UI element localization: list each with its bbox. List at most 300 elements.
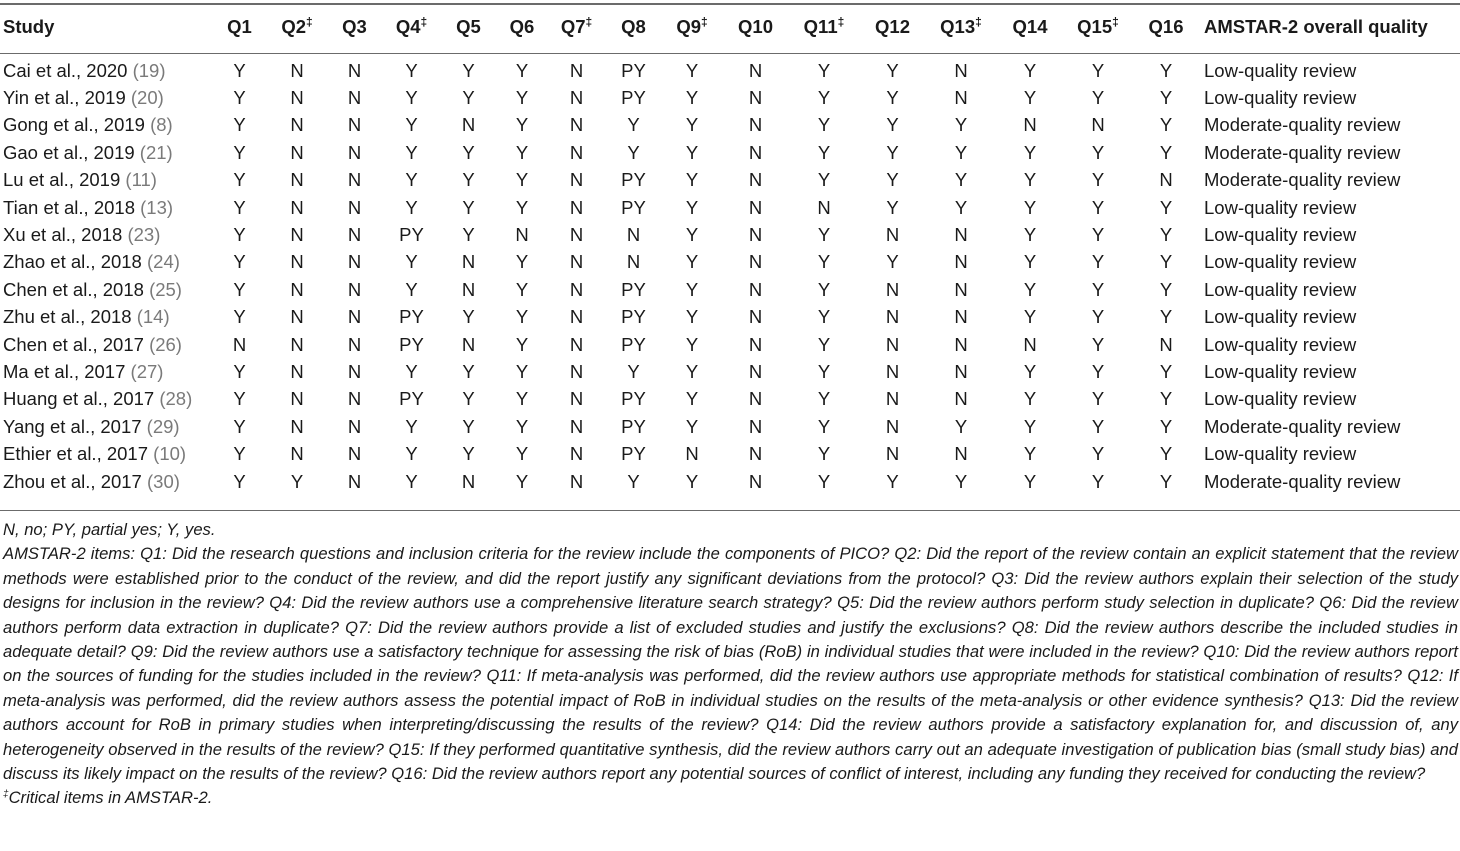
- reference-number: (29): [146, 415, 180, 437]
- answer-cell-q10: N: [748, 251, 763, 273]
- study-cell: [0, 468, 212, 495]
- answer-cell-q9: Y: [685, 306, 699, 328]
- answer-cell-q1: Y: [233, 169, 246, 191]
- table-row: [0, 468, 1460, 495]
- overall-quality-cell: Low-quality review: [1204, 306, 1357, 328]
- overall-quality-cell: Moderate-quality review: [1204, 415, 1401, 437]
- answer-cell-q11: Y: [817, 169, 831, 191]
- answer-cell-q5: Y: [462, 196, 475, 218]
- answer-cell-q13: Y: [954, 169, 968, 191]
- overall-quality-cell: Moderate-quality review: [1204, 169, 1401, 191]
- answer-cell-q6: Y: [515, 114, 529, 136]
- answer-cell-q10: N: [748, 388, 763, 410]
- answer-cell-q2: N: [290, 251, 304, 273]
- answer-cell-q14: Y: [1023, 169, 1037, 191]
- answer-cell-q4: Y: [405, 87, 418, 109]
- answer-cell-q13: N: [954, 443, 968, 465]
- answer-cell-q2: Y: [290, 470, 304, 492]
- answer-cell-q6: Y: [515, 196, 529, 218]
- answer-cell-q2: N: [290, 360, 304, 382]
- study-name: Ethier et al., 2017: [3, 443, 149, 465]
- answer-cell-q15: Y: [1091, 278, 1105, 300]
- reference-number: (23): [127, 224, 161, 246]
- answer-cell-q5: Y: [462, 141, 475, 163]
- column-header-label: Q7: [560, 16, 586, 37]
- table-top-rule: [0, 3, 1460, 5]
- answer-cell-q5: N: [461, 251, 476, 273]
- answer-cell-q1: Y: [233, 443, 246, 465]
- answer-cell-q13: Y: [954, 470, 968, 492]
- answer-cell-q14: N: [1023, 114, 1037, 136]
- column-header-q14: [996, 7, 1064, 47]
- table-row: [0, 413, 1460, 440]
- answer-cell-q11: Y: [817, 141, 831, 163]
- answer-cell-q4: Y: [405, 169, 418, 191]
- answer-cell-q13: N: [954, 87, 968, 109]
- table-row: [0, 331, 1460, 358]
- answer-cell-q1: N: [232, 333, 247, 355]
- answer-cell-q10: N: [748, 114, 763, 136]
- answer-cell-q4: Y: [405, 196, 418, 218]
- reference-number: (11): [125, 169, 157, 191]
- answer-cell-q15: Y: [1091, 443, 1105, 465]
- column-header-label: Q6: [509, 16, 535, 37]
- answer-cell-q4: PY: [399, 388, 424, 410]
- answer-cell-q14: Y: [1023, 87, 1037, 109]
- answer-cell-q8: PY: [621, 278, 646, 300]
- column-header-q11: [789, 7, 859, 47]
- table-row: [0, 221, 1460, 248]
- answer-cell-q12: Y: [886, 87, 899, 109]
- study-name: Yang et al., 2017: [3, 415, 142, 437]
- answer-cell-q16: Y: [1159, 470, 1173, 492]
- answer-cell-q16: N: [1159, 169, 1173, 191]
- answer-cell-q1: Y: [233, 251, 246, 273]
- column-header-q12: [859, 7, 926, 47]
- answer-cell-q8: PY: [621, 169, 646, 191]
- answer-cell-q5: Y: [462, 59, 475, 81]
- answer-cell-q8: Y: [627, 141, 640, 163]
- column-header-q8: [605, 7, 662, 47]
- study-cell: [0, 413, 212, 440]
- answer-cell-q10: N: [748, 278, 763, 300]
- answer-cell-q3: N: [347, 114, 362, 136]
- answer-cell-q3: N: [347, 278, 362, 300]
- answer-cell-q5: N: [461, 114, 476, 136]
- critical-items-text: Critical items in AMSTAR-2.: [8, 788, 213, 808]
- answer-cell-q5: Y: [462, 87, 475, 109]
- overall-quality-cell: Moderate-quality review: [1204, 114, 1401, 136]
- answer-cell-q7: N: [569, 251, 584, 273]
- study-cell: [0, 386, 212, 413]
- answer-cell-q8: Y: [627, 470, 640, 492]
- table-bottom-rule: [0, 510, 1460, 511]
- answer-cell-q13: N: [954, 388, 968, 410]
- column-header-label: Q5: [456, 16, 481, 37]
- answer-cell-q11: Y: [817, 278, 831, 300]
- answer-cell-q2: N: [290, 306, 304, 328]
- study-name: Chen et al., 2017: [3, 333, 144, 355]
- column-header-q16: [1132, 7, 1200, 47]
- answer-cell-q15: Y: [1091, 470, 1105, 492]
- answer-cell-q3: N: [347, 306, 362, 328]
- answer-cell-q8: Y: [627, 360, 640, 382]
- answer-cell-q9: Y: [685, 87, 699, 109]
- answer-cell-q15: Y: [1091, 196, 1105, 218]
- answer-cell-q16: Y: [1159, 306, 1173, 328]
- answer-cell-q10: N: [748, 333, 763, 355]
- overall-quality-cell: Low-quality review: [1204, 196, 1357, 218]
- study-cell: [0, 249, 212, 276]
- answer-cell-q4: Y: [405, 443, 418, 465]
- answer-cell-q9: Y: [685, 278, 699, 300]
- answer-cell-q4: Y: [405, 251, 418, 273]
- answer-cell-q2: N: [290, 443, 304, 465]
- study-name: Zhao et al., 2018: [3, 251, 142, 273]
- answer-cell-q15: Y: [1091, 333, 1105, 355]
- column-header-label: Study: [3, 16, 55, 37]
- answer-cell-q2: N: [290, 278, 304, 300]
- answer-cell-q4: Y: [405, 470, 418, 492]
- answer-cell-q14: Y: [1023, 251, 1037, 273]
- answer-cell-q12: N: [885, 224, 900, 246]
- answer-cell-q1: Y: [233, 306, 246, 328]
- answer-cell-q14: Y: [1023, 196, 1037, 218]
- column-header-label: Q10: [738, 16, 773, 37]
- overall-quality-cell: Low-quality review: [1204, 360, 1357, 382]
- answer-cell-q7: N: [569, 114, 584, 136]
- answer-cell-q6: Y: [515, 306, 529, 328]
- answer-cell-q8: PY: [621, 87, 646, 109]
- overall-quality-cell: Low-quality review: [1204, 278, 1357, 300]
- answer-cell-q9: Y: [685, 224, 699, 246]
- answer-cell-q9: Y: [685, 114, 699, 136]
- answer-cell-q7: N: [569, 224, 584, 246]
- answer-cell-q1: Y: [233, 224, 246, 246]
- column-header-label: Q9: [676, 16, 701, 37]
- answer-cell-q7: N: [569, 59, 584, 81]
- answer-cell-q16: Y: [1159, 196, 1173, 218]
- table-row: [0, 358, 1460, 385]
- answer-cell-q14: Y: [1023, 388, 1037, 410]
- answer-cell-q11: Y: [817, 224, 831, 246]
- answer-cell-q7: N: [569, 443, 584, 465]
- answer-cell-q7: N: [569, 87, 584, 109]
- study-cell: [0, 276, 212, 303]
- answer-cell-q5: Y: [462, 388, 475, 410]
- answer-cell-q5: Y: [462, 169, 475, 191]
- answer-cell-q8: N: [626, 251, 641, 273]
- answer-cell-q16: Y: [1159, 415, 1173, 437]
- answer-cell-q2: N: [290, 333, 304, 355]
- answer-cell-q15: N: [1091, 114, 1105, 136]
- study-name: Gao et al., 2019: [3, 141, 135, 163]
- answer-cell-q13: Y: [954, 415, 968, 437]
- answer-cell-q9: Y: [685, 59, 699, 81]
- table-footnotes: [3, 518, 1458, 811]
- study-cell: [0, 358, 212, 385]
- answer-cell-q8: PY: [621, 415, 646, 437]
- reference-number: (14): [136, 306, 170, 328]
- answer-cell-q2: N: [290, 196, 304, 218]
- study-cell: [0, 304, 212, 331]
- column-header-label: Q8: [621, 16, 646, 37]
- critical-item-marker: ‡: [837, 15, 845, 29]
- answer-cell-q16: N: [1159, 333, 1173, 355]
- answer-cell-q5: N: [461, 333, 476, 355]
- answer-cell-q10: N: [748, 224, 763, 246]
- answer-cell-q16: Y: [1159, 141, 1173, 163]
- overall-quality-cell: Moderate-quality review: [1204, 141, 1401, 163]
- answer-cell-q9: Y: [685, 415, 699, 437]
- column-header-q2: [267, 7, 327, 47]
- column-header-label: Q12: [875, 16, 910, 37]
- overall-quality-cell: Low-quality review: [1204, 333, 1357, 355]
- study-cell: [0, 331, 212, 358]
- column-header-label: Q2: [281, 16, 306, 37]
- answer-cell-q5: Y: [462, 360, 475, 382]
- column-header-label: Q3: [342, 16, 367, 37]
- column-header-label: Q16: [1148, 16, 1184, 37]
- answer-cell-q4: Y: [405, 59, 418, 81]
- reference-number: (25): [149, 278, 182, 300]
- reference-number: (19): [132, 59, 166, 81]
- answer-cell-q2: N: [290, 114, 304, 136]
- overall-quality-cell: Moderate-quality review: [1204, 470, 1401, 492]
- answer-cell-q14: Y: [1023, 415, 1037, 437]
- critical-item-marker: ‡: [975, 15, 982, 29]
- answer-cell-q7: N: [569, 333, 584, 355]
- answer-cell-q10: N: [748, 169, 763, 191]
- critical-item-marker: ‡: [306, 15, 313, 29]
- answer-cell-q12: Y: [886, 251, 899, 273]
- answer-cell-q12: Y: [886, 59, 899, 81]
- answer-cell-q12: N: [885, 415, 900, 437]
- answer-cell-q7: N: [569, 196, 584, 218]
- column-header-label: Q4: [395, 16, 421, 37]
- answer-cell-q14: Y: [1023, 306, 1037, 328]
- table-row: [0, 249, 1460, 276]
- answer-cell-q15: Y: [1091, 306, 1105, 328]
- answer-cell-q12: Y: [886, 169, 899, 191]
- answer-cell-q11: Y: [817, 306, 831, 328]
- study-name: Huang et al., 2017: [3, 388, 155, 410]
- answer-cell-q3: N: [347, 470, 362, 492]
- answer-cell-q11: N: [817, 196, 831, 218]
- reference-number: (30): [147, 470, 180, 492]
- answer-cell-q6: Y: [515, 443, 529, 465]
- column-header-label: Q15: [1077, 16, 1113, 37]
- table-body: [0, 47, 1460, 495]
- column-header-study: [0, 7, 212, 47]
- answer-cell-q4: PY: [399, 306, 424, 328]
- answer-cell-q7: N: [569, 470, 584, 492]
- answer-cell-q12: N: [885, 388, 900, 410]
- answer-cell-q6: Y: [515, 360, 529, 382]
- table-row: [0, 440, 1460, 467]
- answer-cell-q13: N: [954, 333, 968, 355]
- reference-number: (27): [130, 360, 164, 382]
- answer-cell-q14: Y: [1023, 224, 1037, 246]
- answer-cell-q6: N: [515, 224, 529, 246]
- overall-quality-cell: Low-quality review: [1204, 59, 1357, 81]
- answer-cell-q15: Y: [1091, 360, 1105, 382]
- study-cell: [0, 440, 212, 467]
- answer-cell-q11: Y: [817, 333, 831, 355]
- answer-cell-q1: Y: [233, 196, 246, 218]
- study-name: Gong et al., 2019: [3, 114, 145, 136]
- answer-cell-q14: Y: [1023, 141, 1037, 163]
- column-header-label: Q1: [227, 16, 252, 37]
- answer-cell-q3: N: [347, 141, 362, 163]
- answer-cell-q15: Y: [1091, 141, 1105, 163]
- answer-cell-q11: Y: [817, 87, 831, 109]
- overall-quality-cell: Low-quality review: [1204, 251, 1357, 273]
- answer-cell-q12: Y: [886, 141, 899, 163]
- column-header-overall-quality: [1200, 7, 1460, 47]
- answer-cell-q5: N: [461, 278, 476, 300]
- amstar-items-note: AMSTAR-2 items: Q1: Did the research questions and inclusion criteria for the review include the components of PICO? Q2: Did the report of the review contain an explicit statement that the review methods were established prior to the conduct of the review, and did the report justify any significant deviations from the protocol? Q3: Did the review authors explain their selection of the study designs for inclusion in the review? Q4: Did the review authors use a comprehensive literature search strategy? Q5: Did the review authors perform study selection in duplicate? Q6: Did the review authors perform data extraction in duplicate? Q7: Did the review authors provide a list of excluded studies and justify the exclusions? Q8: Did the review authors describe the included studies in adequate detail? Q9: Did the review authors use a satisfactory technique for assessing the risk of bias (RoB) in individual studies that were included in the review? Q10: Did the review authors report on the sources of funding for the studies included in the review? Q11: If meta-analysis was performed, did the review authors use appropriate methods for statistical combination of results? Q12: If meta-analysis was performed, did the review authors assess the potential impact of RoB in individual studies on the results of the meta-analysis or other evidence synthesis? Q13: Did the review authors account for RoB in primary studies when interpreting/discussing the results of the review? Q14: Did the review authors provide a satisfactory explanation for, and discussion of, any heterogeneity observed in the results of the review? Q15: If they performed quantitative synthesis, did the review authors carry out an adequate investigation of publication bias (small study bias) and discuss its likely impact on the results of the review? Q16: Did the review authors report any potential sources of conflict of interest, including any funding they received for conducting the review?: [3, 544, 1458, 784]
- answer-cell-q10: N: [748, 87, 763, 109]
- answer-cell-q16: Y: [1159, 360, 1173, 382]
- answer-cell-q9: Y: [685, 333, 699, 355]
- answer-cell-q3: N: [347, 196, 362, 218]
- table-row: [0, 139, 1460, 166]
- answer-cell-q12: Y: [886, 114, 899, 136]
- answer-cell-q4: Y: [405, 278, 418, 300]
- answer-cell-q14: Y: [1023, 443, 1037, 465]
- answer-cell-q10: N: [748, 360, 763, 382]
- answer-cell-q11: Y: [817, 443, 831, 465]
- answer-cell-q6: Y: [515, 87, 529, 109]
- answer-cell-q12: N: [885, 443, 900, 465]
- answer-cell-q14: Y: [1023, 278, 1037, 300]
- table-row: [0, 276, 1460, 303]
- answer-cell-q11: Y: [817, 251, 831, 273]
- answer-cell-q10: N: [748, 141, 763, 163]
- table-row: [0, 47, 1460, 84]
- answer-cell-q11: Y: [817, 114, 831, 136]
- answer-cell-q3: N: [347, 169, 362, 191]
- amstar-quality-table: [0, 7, 1460, 495]
- answer-cell-q5: Y: [462, 415, 475, 437]
- answer-cell-q11: Y: [817, 415, 831, 437]
- answer-cell-q4: PY: [399, 333, 424, 355]
- column-header-q3: [327, 7, 382, 47]
- answer-cell-q3: N: [347, 59, 362, 81]
- answer-cell-q9: N: [685, 443, 699, 465]
- overall-quality-cell: Low-quality review: [1204, 224, 1357, 246]
- answer-cell-q13: Y: [954, 141, 968, 163]
- answer-cell-q15: Y: [1091, 87, 1105, 109]
- reference-number: (21): [139, 141, 173, 163]
- answer-cell-q2: N: [290, 87, 304, 109]
- answer-cell-q3: N: [347, 333, 362, 355]
- reference-number: (8): [150, 114, 173, 136]
- answer-cell-q8: PY: [621, 388, 646, 410]
- answer-cell-q7: N: [569, 360, 584, 382]
- column-header-q15: [1064, 7, 1132, 47]
- answer-cell-q3: N: [347, 360, 362, 382]
- table-row: [0, 167, 1460, 194]
- answer-cell-q16: Y: [1159, 443, 1173, 465]
- table-row: [0, 386, 1460, 413]
- answer-cell-q1: Y: [233, 59, 246, 81]
- answer-cell-q12: N: [885, 360, 900, 382]
- answer-cell-q7: N: [569, 388, 584, 410]
- table-header-row: [0, 7, 1460, 47]
- reference-number: (24): [147, 251, 180, 273]
- answer-cell-q1: Y: [233, 87, 246, 109]
- study-cell: [0, 139, 212, 166]
- answer-cell-q5: Y: [462, 306, 475, 328]
- study-name: Lu et al., 2019: [3, 169, 121, 191]
- answer-cell-q11: Y: [817, 470, 831, 492]
- answer-cell-q6: Y: [515, 251, 529, 273]
- answer-cell-q3: N: [347, 224, 362, 246]
- answer-cell-q6: Y: [515, 59, 529, 81]
- answer-cell-q2: N: [290, 224, 304, 246]
- answer-cell-q13: N: [954, 278, 968, 300]
- column-header-label: AMSTAR-2 overall quality: [1204, 16, 1428, 37]
- answer-cell-q13: Y: [954, 196, 968, 218]
- answer-cell-q14: Y: [1023, 360, 1037, 382]
- study-name: Chen et al., 2018: [3, 278, 144, 300]
- reference-number: (26): [149, 333, 182, 355]
- study-name: Zhou et al., 2017: [3, 470, 142, 492]
- answer-cell-q14: N: [1023, 333, 1037, 355]
- answer-cell-q2: N: [290, 388, 304, 410]
- answer-cell-q7: N: [569, 278, 584, 300]
- study-cell: [0, 194, 212, 221]
- critical-item-marker: ‡: [420, 15, 428, 29]
- answer-cell-q1: Y: [233, 114, 246, 136]
- study-name: Yin et al., 2019: [3, 87, 126, 109]
- reference-number: (10): [153, 443, 187, 465]
- answer-cell-q2: N: [290, 59, 304, 81]
- reference-number: (20): [130, 87, 164, 109]
- answer-cell-q8: N: [626, 224, 641, 246]
- column-header-q5: [441, 7, 496, 47]
- answer-cell-q16: Y: [1159, 224, 1173, 246]
- answer-cell-q4: Y: [405, 114, 418, 136]
- table-row: [0, 84, 1460, 111]
- answer-cell-q3: N: [347, 87, 362, 109]
- study-cell: [0, 221, 212, 248]
- answer-cell-q9: Y: [685, 141, 699, 163]
- critical-item-marker: ‡: [701, 15, 708, 29]
- answer-cell-q10: N: [748, 196, 763, 218]
- answer-cell-q12: Y: [886, 470, 899, 492]
- answer-cell-q13: N: [954, 306, 968, 328]
- overall-quality-cell: Low-quality review: [1204, 388, 1357, 410]
- answer-cell-q7: N: [569, 141, 584, 163]
- answer-cell-q9: Y: [685, 470, 699, 492]
- study-name: Cai et al., 2020: [3, 59, 128, 81]
- abbreviations-note: N, no; PY, partial yes; Y, yes.: [3, 520, 216, 539]
- answer-cell-q6: Y: [515, 333, 529, 355]
- reference-number: (28): [159, 388, 193, 410]
- answer-cell-q1: Y: [233, 388, 246, 410]
- answer-cell-q9: Y: [685, 251, 699, 273]
- answer-cell-q11: Y: [817, 360, 831, 382]
- table-row: [0, 194, 1460, 221]
- answer-cell-q16: Y: [1159, 278, 1173, 300]
- answer-cell-q4: PY: [399, 224, 424, 246]
- answer-cell-q11: Y: [817, 388, 831, 410]
- answer-cell-q13: N: [954, 59, 968, 81]
- answer-cell-q6: Y: [515, 388, 529, 410]
